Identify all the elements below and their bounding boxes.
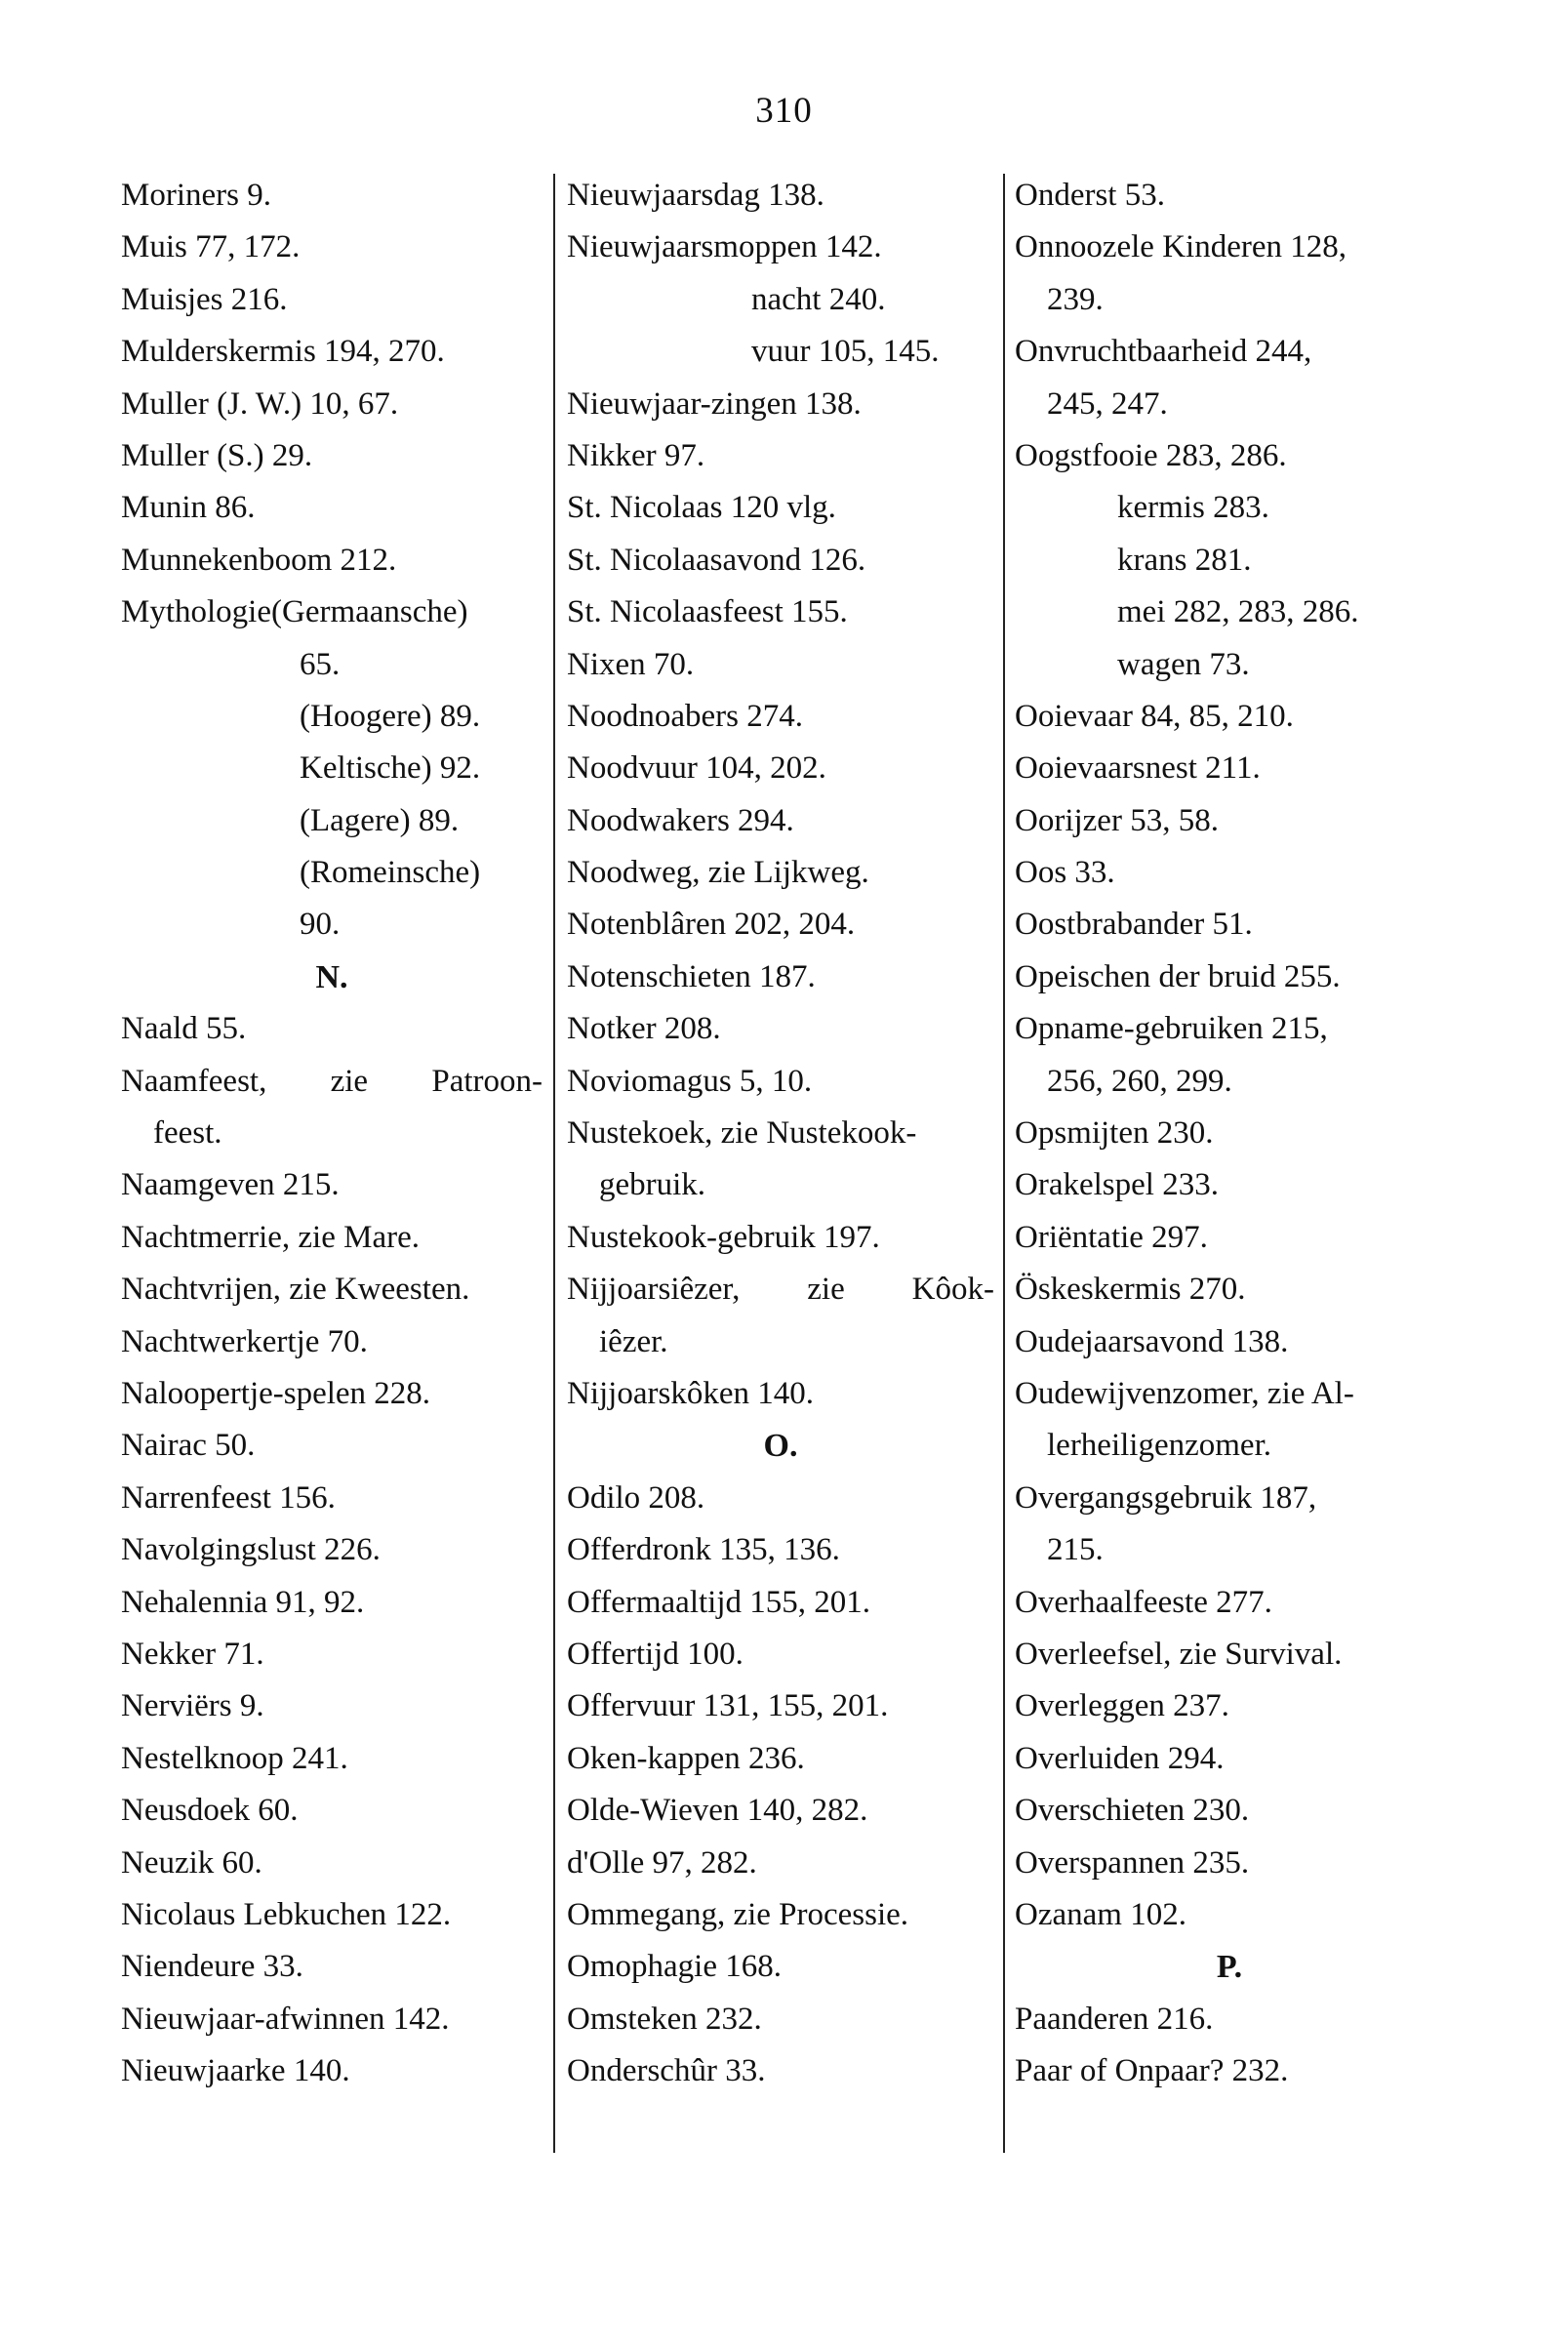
index-entry: Odilo 208. (567, 1479, 705, 1516)
index-entry-continuation: 256, 260, 299. (1047, 1063, 1232, 1099)
index-entry: Neuzik 60. (121, 1844, 262, 1881)
index-entry: Oostbrabander 51. (1015, 907, 1253, 943)
column-divider (553, 174, 555, 2153)
index-entry: Offermaaltijd 155, 201. (567, 1584, 870, 1620)
index-subentry: mei 282, 283, 286. (1117, 594, 1359, 630)
index-entry: Ommegang, zie Processie. (567, 1896, 909, 1932)
index-entry: St. Nicolaasavond 126. (567, 542, 866, 578)
index-entry: Overleefsel, zie Survival. (1015, 1636, 1343, 1672)
index-entry: Onvruchtbaarheid 244, (1015, 334, 1312, 370)
index-entry: Omsteken 232. (567, 2001, 762, 2037)
index-entry: Munnekenboom 212. (121, 542, 397, 578)
index-entry: Onderst 53. (1015, 178, 1165, 213)
index-entry: St. Nicolaas 120 vlg. (567, 490, 836, 526)
index-subentry: kermis 283. (1117, 490, 1269, 526)
index-entry: Nieuwjaarke 140. (121, 2053, 350, 2089)
index-entry: Ozanam 102. (1015, 1896, 1186, 1932)
index-entry: Ooievaar 84, 85, 210. (1015, 698, 1294, 734)
index-entry: Noviomagus 5, 10. (567, 1063, 813, 1099)
index-subentry: nacht 240. (751, 281, 886, 317)
index-entry: Nieuwjaarsdag 138. (567, 178, 824, 213)
index-entry: Oriëntatie 297. (1015, 1219, 1208, 1255)
index-entry: Overluiden 294. (1015, 1740, 1225, 1776)
section-heading-n: N. (315, 958, 348, 995)
index-entry: Naamfeest, zie Patroon- (121, 1063, 543, 1099)
index-entry: Nikker 97. (567, 437, 705, 473)
index-entry: Mulderskermis 194, 270. (121, 334, 445, 370)
index-entry: Opeischen der bruid 255. (1015, 958, 1341, 994)
index-entry: Naloopertje-spelen 228. (121, 1375, 431, 1411)
index-entry-continuation: 215. (1047, 1532, 1104, 1568)
index-entry: Nachtvrijen, zie Kweesten. (121, 1272, 470, 1308)
index-entry: Orakelspel 233. (1015, 1167, 1219, 1203)
index-subentry: wagen 73. (1117, 646, 1250, 682)
index-entry: Navolgingslust 226. (121, 1532, 381, 1568)
index-entry: Olde-Wieven 140, 282. (567, 1793, 868, 1829)
index-entry: Nixen 70. (567, 646, 695, 682)
index-entry: Overhaalfeeste 277. (1015, 1584, 1272, 1620)
index-entry: Paanderen 216. (1015, 2001, 1214, 2037)
index-entry: Oken-kappen 236. (567, 1740, 805, 1776)
index-entry-continuation: 239. (1047, 281, 1104, 317)
index-entry: Nieuwjaar-afwinnen 142. (121, 2001, 450, 2037)
index-entry: Onderschûr 33. (567, 2053, 766, 2089)
index-entry: Offertijd 100. (567, 1636, 744, 1672)
index-entry: Notenblâren 202, 204. (567, 907, 856, 943)
index-entry-continuation: 245, 247. (1047, 385, 1168, 422)
index-entry: Notenschieten 187. (567, 958, 816, 994)
index-entry: Noodweg, zie Lijkweg. (567, 855, 869, 891)
index-entry: Nicolaus Lebkuchen 122. (121, 1896, 452, 1932)
index-entry: Neusdoek 60. (121, 1793, 299, 1829)
index-subentry: (Romeinsche) (300, 855, 481, 891)
index-entry: Nekker 71. (121, 1636, 264, 1672)
index-entry: Muisjes 216. (121, 281, 288, 317)
index-entry: Omophagie 168. (567, 1949, 782, 1985)
index-entry: Muller (S.) 29. (121, 437, 313, 473)
index-entry: Overgangsgebruik 187, (1015, 1479, 1317, 1516)
index-entry-continuation: gebruik. (599, 1167, 706, 1203)
index-entry: Nijjoarskôken 140. (567, 1375, 814, 1411)
index-entry: Öskeskermis 270. (1015, 1272, 1246, 1308)
section-heading-o: O. (763, 1428, 798, 1465)
index-entry-continuation: iêzer. (599, 1323, 668, 1359)
index-entry: Narrenfeest 156. (121, 1479, 336, 1516)
index-entry: Nustekoek, zie Nustekook- (567, 1115, 917, 1152)
index-entry: Oorijzer 53, 58. (1015, 802, 1219, 838)
index-subentry: (Lagere) 89. (300, 802, 460, 838)
index-entry: Naald 55. (121, 1011, 247, 1047)
index-entry: Nieuwjaar-zingen 138. (567, 385, 862, 422)
index-entry: Niendeure 33. (121, 1949, 303, 1985)
index-entry: Offervuur 131, 155, 201. (567, 1688, 889, 1724)
index-entry: Paar of Onpaar? 232. (1015, 2053, 1289, 2089)
index-entry: Offerdronk 135, 136. (567, 1532, 840, 1568)
index-entry: Opname-gebruiken 215, (1015, 1011, 1328, 1047)
index-entry: Munin 86. (121, 490, 256, 526)
index-entry: Onnoozele Kinderen 128, (1015, 229, 1347, 265)
index-entry: Nijjoarsiêzer, zie Kôok- (567, 1272, 994, 1308)
index-subentry: vuur 105, 145. (751, 334, 940, 370)
index-entry: Muller (J. W.) 10, 67. (121, 385, 399, 422)
index-entry: Nieuwjaarsmoppen 142. (567, 229, 882, 265)
index-column-3 (1015, 170, 1444, 2097)
page-number: 310 (755, 91, 813, 131)
index-entry: Oudejaarsavond 138. (1015, 1323, 1289, 1359)
index-subentry: (Hoogere) 89. (300, 698, 481, 734)
index-subentry: Keltische) 92. (300, 750, 481, 787)
index-entry: Nairac 50. (121, 1428, 256, 1464)
index-entry: Overspannen 235. (1015, 1844, 1250, 1881)
index-entry: d'Olle 97, 282. (567, 1844, 757, 1881)
index-entry: Opsmijten 230. (1015, 1115, 1214, 1152)
index-subentry: krans 281. (1117, 542, 1252, 578)
index-entry: St. Nicolaasfeest 155. (567, 594, 848, 630)
index-entry: Nustekook-gebruik 197. (567, 1219, 880, 1255)
index-entry: Naamgeven 215. (121, 1167, 340, 1203)
index-entry: Nerviërs 9. (121, 1688, 264, 1724)
index-entry: Notker 208. (567, 1011, 721, 1047)
index-column-2 (567, 170, 994, 2097)
index-entry: Muis 77, 172. (121, 229, 301, 265)
index-entry: Oogstfooie 283, 286. (1015, 437, 1287, 473)
section-heading-p: P. (1216, 1949, 1243, 1986)
index-entry: Moriners 9. (121, 178, 271, 213)
index-entry-continuation: 90. (300, 907, 341, 943)
index-entry: Nehalennia 91, 92. (121, 1584, 365, 1620)
index-entry: Oos 33. (1015, 855, 1115, 891)
index-entry-continuation: feest. (153, 1115, 222, 1152)
index-entry: Nachtwerkertje 70. (121, 1323, 368, 1359)
index-entry-continuation: lerheiligenzomer. (1047, 1428, 1271, 1464)
index-entry: Oudewijvenzomer, zie Al- (1015, 1375, 1354, 1411)
index-entry: Noodwakers 294. (567, 802, 794, 838)
index-entry: Noodvuur 104, 202. (567, 750, 826, 787)
column-divider (1003, 174, 1005, 2153)
index-entry: Overschieten 230. (1015, 1793, 1250, 1829)
index-entry: Ooievaarsnest 211. (1015, 750, 1261, 787)
index-column-1 (121, 170, 543, 2097)
index-entry: Mythologie(Germaansche) (121, 594, 468, 630)
index-entry: Noodnoabers 274. (567, 698, 803, 734)
index-entry-continuation: 65. (300, 646, 341, 682)
index-entry: Overleggen 237. (1015, 1688, 1229, 1724)
index-entry: Nachtmerrie, zie Mare. (121, 1219, 420, 1255)
index-entry: Nestelknoop 241. (121, 1740, 348, 1776)
